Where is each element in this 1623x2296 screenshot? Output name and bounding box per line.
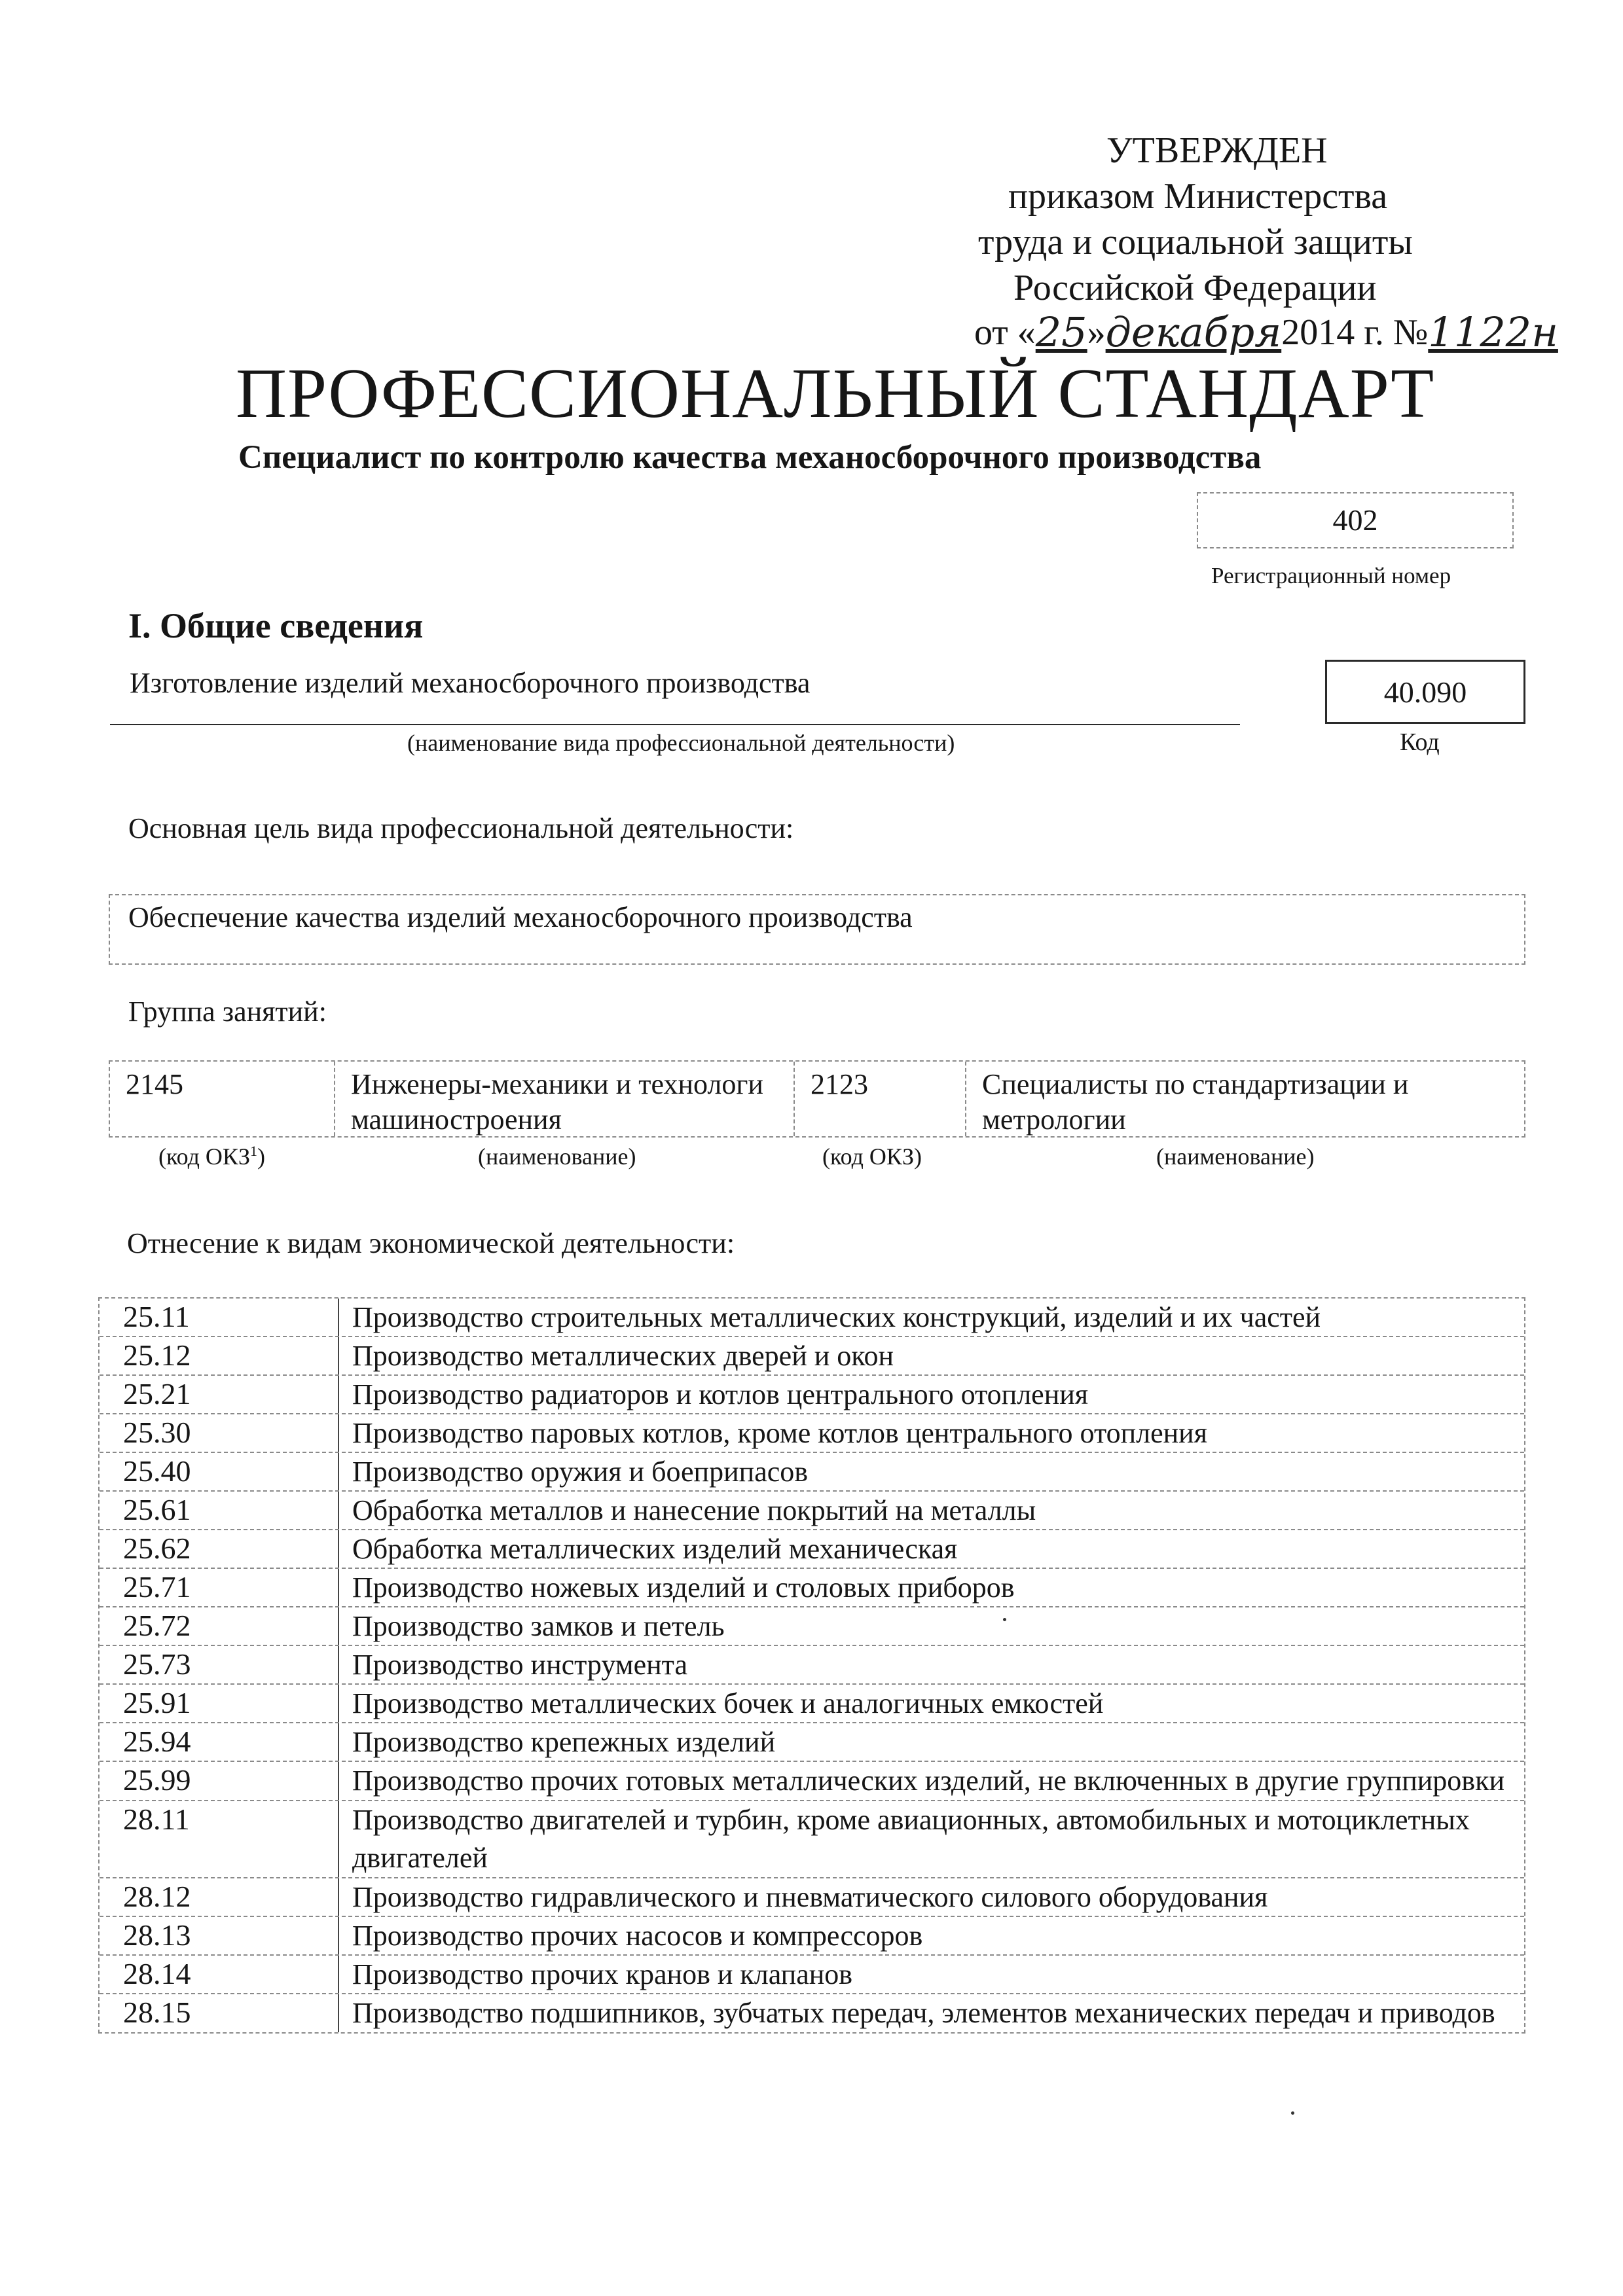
okved-name: Производство замков и петель (352, 1610, 725, 1642)
approval-line-ministry: приказом Министерства (1008, 176, 1388, 217)
okved-name: Производство крепежных изделий (352, 1726, 776, 1758)
table-row (100, 1569, 1524, 1607)
economic-label: Отнесение к видам экономической деятельности: (127, 1227, 735, 1259)
activity-code-box (1325, 660, 1525, 724)
goal-text: Обеспечение качества изделий механосборочного производства (128, 901, 913, 933)
table-row (100, 1376, 1524, 1414)
activity-name: Изготовление изделий механосборочного производства (130, 667, 811, 699)
group-code-1: 2145 (110, 1062, 335, 1136)
okved-name: Производство гидравлического и пневматического силового оборудования (352, 1881, 1268, 1913)
table-row (100, 1685, 1524, 1723)
table-row (100, 1762, 1524, 1801)
economic-activities-table (98, 1297, 1525, 2034)
table-row (100, 1917, 1524, 1956)
table-row (100, 1801, 1524, 1878)
table-row (100, 1453, 1524, 1492)
table-row (100, 1299, 1524, 1337)
group-caption-code-text: (код ОКЗ (158, 1143, 250, 1170)
okved-code: 25.72 (100, 1607, 339, 1645)
okved-name: Производство паровых котлов, кроме котлов центрального отопления (352, 1417, 1207, 1449)
okved-name: Производство строительных металлических конструкций, изделий и их частей (352, 1301, 1321, 1333)
group-caption-name-2: (наименование) (1156, 1143, 1315, 1170)
scan-speck (1003, 1618, 1006, 1621)
okved-name: Производство металлических дверей и окон (352, 1340, 894, 1372)
table-row (100, 1878, 1524, 1917)
activity-name-underline (110, 724, 1240, 725)
document-title: ПРОФЕССИОНАЛЬНЫЙ СТАНДАРТ (236, 355, 1435, 433)
group-label: Группа занятий: (128, 996, 327, 1028)
handwritten-order-number: 1122н (1428, 308, 1558, 356)
okved-code: 28.15 (100, 1994, 339, 2032)
occupation-group-table (109, 1060, 1525, 1138)
okved-code: 28.11 (100, 1801, 339, 1877)
okved-name: Обработка металлических изделий механическая (352, 1533, 958, 1565)
okved-name: Производство прочих готовых металлических изделий, не включенных в другие группировки (352, 1765, 1504, 1797)
group-name-2: Специалисты по стандартизации и метрологии (982, 1068, 1409, 1136)
okved-code: 25.73 (100, 1646, 339, 1683)
registration-number: 402 (1332, 503, 1378, 537)
table-row (100, 1414, 1524, 1453)
okved-name: Производство ножевых изделий и столовых приборов (352, 1571, 1015, 1604)
okved-code: 25.91 (100, 1685, 339, 1722)
scan-speck (1291, 2111, 1294, 2115)
registration-number-caption: Регистрационный номер (1211, 563, 1451, 588)
goal-box (109, 894, 1525, 965)
okved-code: 25.71 (100, 1569, 339, 1606)
handwritten-month: декабря (1105, 308, 1282, 356)
okved-name: Обработка металлов и нанесение покрытий на металлы (352, 1494, 1036, 1526)
group-name-1: Инженеры-механики и технологи машиностроения (335, 1062, 795, 1136)
okved-code: 25.21 (100, 1376, 339, 1413)
approval-title: УТВЕРЖДЕН (1106, 130, 1328, 171)
approval-line-labour: труда и социальной защиты (978, 222, 1413, 262)
okved-name: Производство металлических бочек и аналогичных емкостей (352, 1687, 1104, 1719)
date-quote-close: » (1087, 312, 1106, 353)
table-row (100, 1492, 1524, 1530)
okved-name: Производство двигателей и турбин, кроме авиационных, автомобильных и мотоциклетных двигателей (352, 1804, 1470, 1874)
okved-name: Производство инструмента (352, 1649, 687, 1681)
footnote-marker: 1 (249, 1143, 257, 1159)
okved-name: Производство радиаторов и котлов центрального отопления (352, 1378, 1089, 1410)
okved-name: Производство прочих кранов и клапанов (352, 1958, 853, 1990)
okved-code: 25.30 (100, 1414, 339, 1452)
okved-code: 25.99 (100, 1762, 339, 1800)
activity-code-caption: Код (1400, 728, 1440, 756)
activity-name-caption: (наименование вида профессиональной деятельности) (407, 730, 955, 756)
section-heading: I. Общие сведения (128, 606, 424, 645)
okved-name: Производство прочих насосов и компрессоров (352, 1920, 923, 1952)
activity-code: 40.090 (1383, 675, 1467, 709)
okved-code: 28.12 (100, 1878, 339, 1916)
approval-line-federation: Российской Федерации (1013, 268, 1377, 308)
okved-code: 25.40 (100, 1453, 339, 1490)
approval-date-line (974, 308, 1558, 356)
registration-number-box (1197, 492, 1514, 548)
okved-code: 25.11 (100, 1299, 339, 1336)
date-prefix: от « (974, 312, 1036, 353)
group-caption-code-1 (158, 1143, 265, 1170)
okved-code: 25.94 (100, 1723, 339, 1761)
table-row (100, 1607, 1524, 1646)
group-caption-code-2: (код ОКЗ) (822, 1143, 922, 1170)
okved-code: 25.61 (100, 1492, 339, 1529)
table-row (100, 1723, 1524, 1762)
goal-label: Основная цель вида профессиональной деятельности: (128, 812, 794, 844)
group-caption-name-1: (наименование) (478, 1143, 636, 1170)
handwritten-day: 25 (1035, 308, 1087, 356)
document-subtitle: Специалист по контролю качества механосборочного производства (238, 439, 1262, 476)
table-row (100, 1956, 1524, 1994)
okved-code: 25.12 (100, 1337, 339, 1374)
okved-name: Производство подшипников, зубчатых передач, элементов механических передач и приводов (352, 1997, 1495, 2029)
okved-name: Производство оружия и боеприпасов (352, 1456, 809, 1488)
okved-code: 28.14 (100, 1956, 339, 1993)
group-caption-code-close: ) (257, 1143, 265, 1170)
table-row (100, 1530, 1524, 1569)
okved-code: 25.62 (100, 1530, 339, 1568)
okved-code: 28.13 (100, 1917, 339, 1954)
table-row (100, 1646, 1524, 1685)
group-code-2: 2123 (795, 1062, 966, 1136)
date-year: 2014 г. № (1281, 312, 1429, 353)
table-row (100, 1994, 1524, 2032)
table-row (100, 1337, 1524, 1376)
